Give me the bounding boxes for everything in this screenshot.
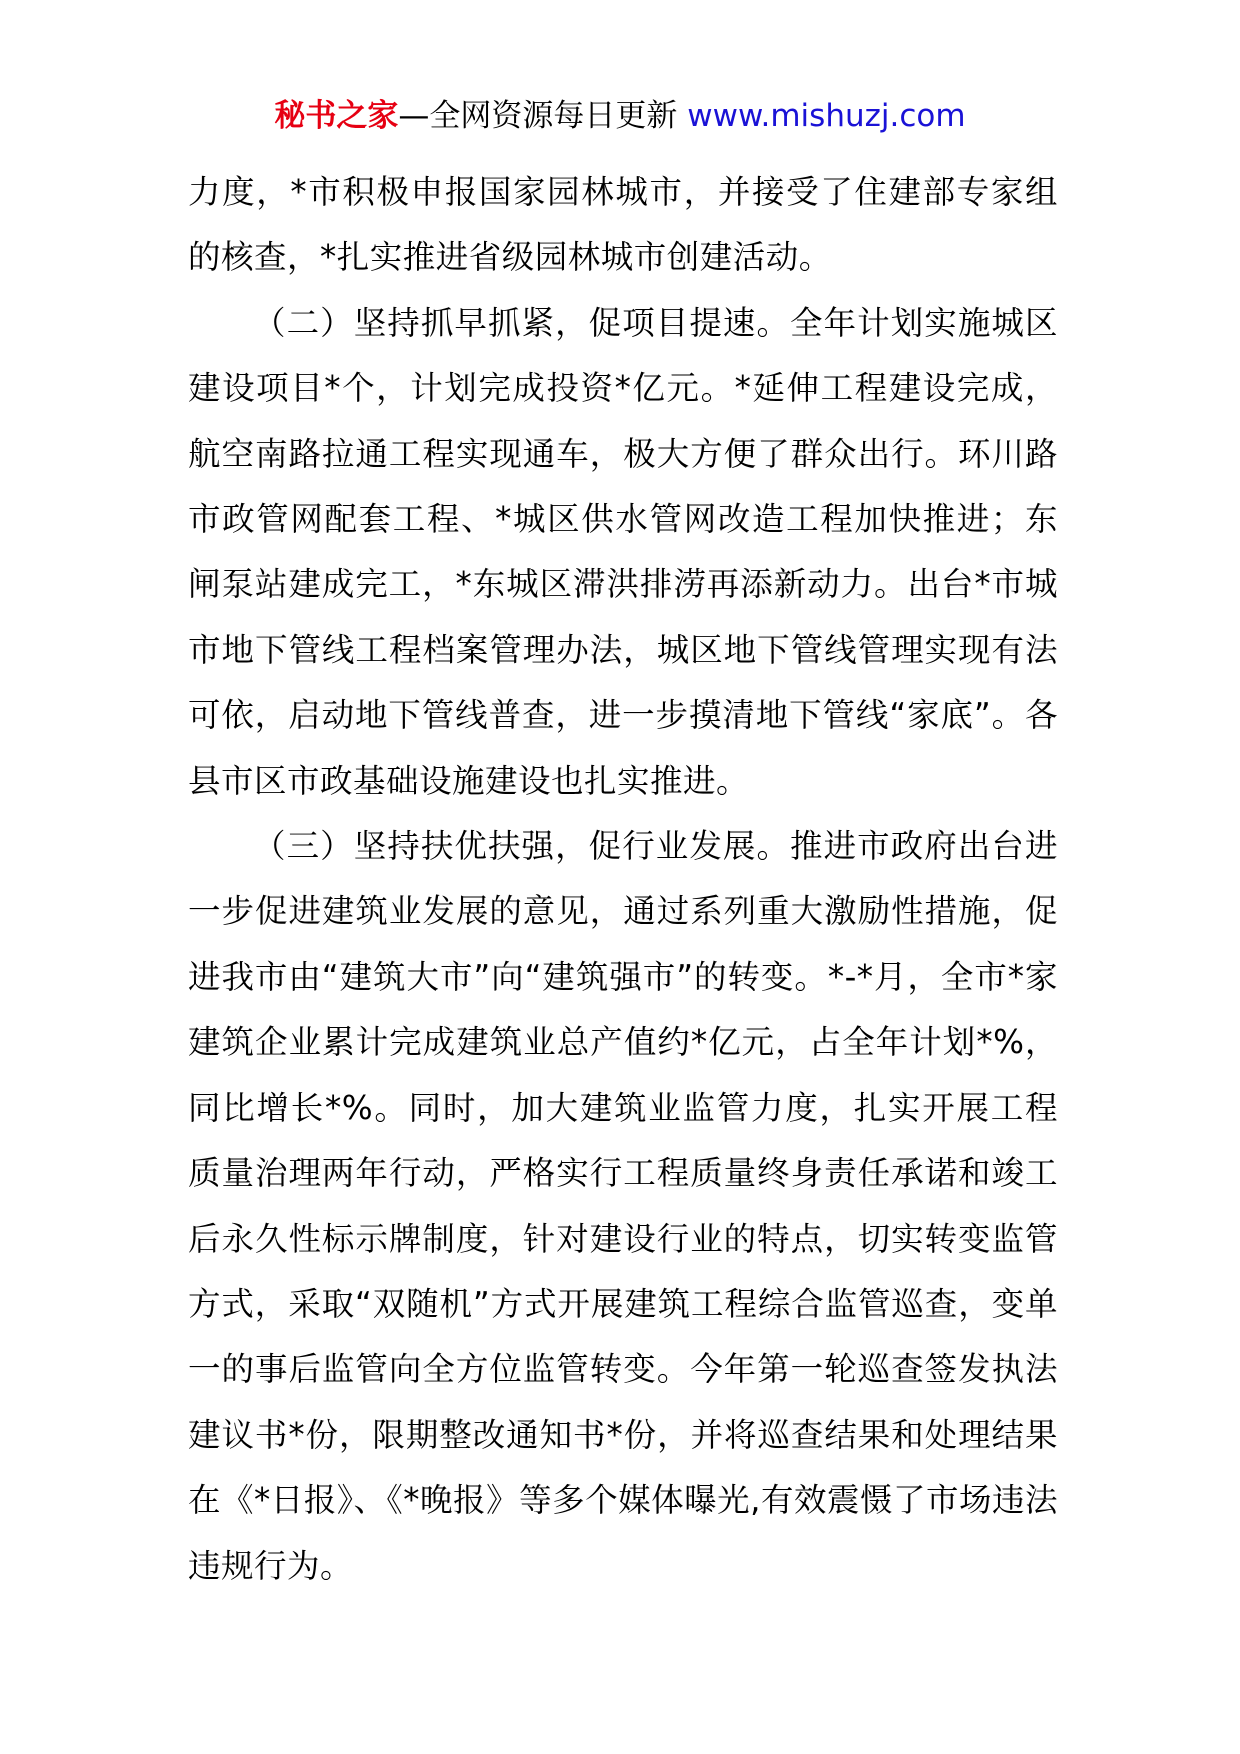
brand-name: 秘书之家 [274, 98, 399, 134]
site-url: www.mishuzj.com [687, 98, 966, 134]
paragraph-project-speedup: （二）坚持抓早抓紧，促项目提速。全年计划实施城区建设项目*个，计划完成投资*亿元。*延伸工程建设完成，航空南路拉通工程实现通车，极大方便了群众出行。环川路市政管网配套工程、*城区供水管网改造工程加快推进；东闸泵站建成完工，*东城区滞洪排涝再添新动力。出台*市城市地下管线工程档案管理办法，城区地下管线管理实现有法可依，启动地下管线普查，进一步摸清地下管线“家底”。各县市区市政基础设施建设也扎实推进。 [188, 303, 1058, 800]
paragraph-continued: 力度，*市积极申报国家园林城市，并接受了住建部专家组的核查，*扎实推进省级园林城市创建活动。 [188, 173, 1058, 277]
page-header [0, 96, 1240, 136]
paragraph-industry-development: （三）坚持扶优扶强，促行业发展。推进市政府出台进一步促进建筑业发展的意见，通过系列重大激励性措施，促进我市由“建筑大市”向“建筑强市”的转变。*-*月，全市*家建筑企业累计完成建筑业总产值约*亿元，占全年计划*%，同比增长*%。同时，加大建筑业监管力度，扎实开展工程质量治理两年行动，严格实行工程质量终身责任承诺和竣工后永久性标示牌制度，针对建设行业的特点，切实转变监管方式，采取“双随机”方式开展建筑工程综合监管巡查，变单一的事后监管向全方位监管转变。今年第一轮巡查签发执法建议书*份，限期整改通知书*份，并将巡查结果和处理结果在《*日报》、《*晚报》等多个媒体曝光,有效震慑了市场违法违规行为。 [188, 827, 1058, 1585]
document-body [188, 160, 1058, 1599]
header-slogan: —全网资源每日更新 [398, 98, 678, 134]
